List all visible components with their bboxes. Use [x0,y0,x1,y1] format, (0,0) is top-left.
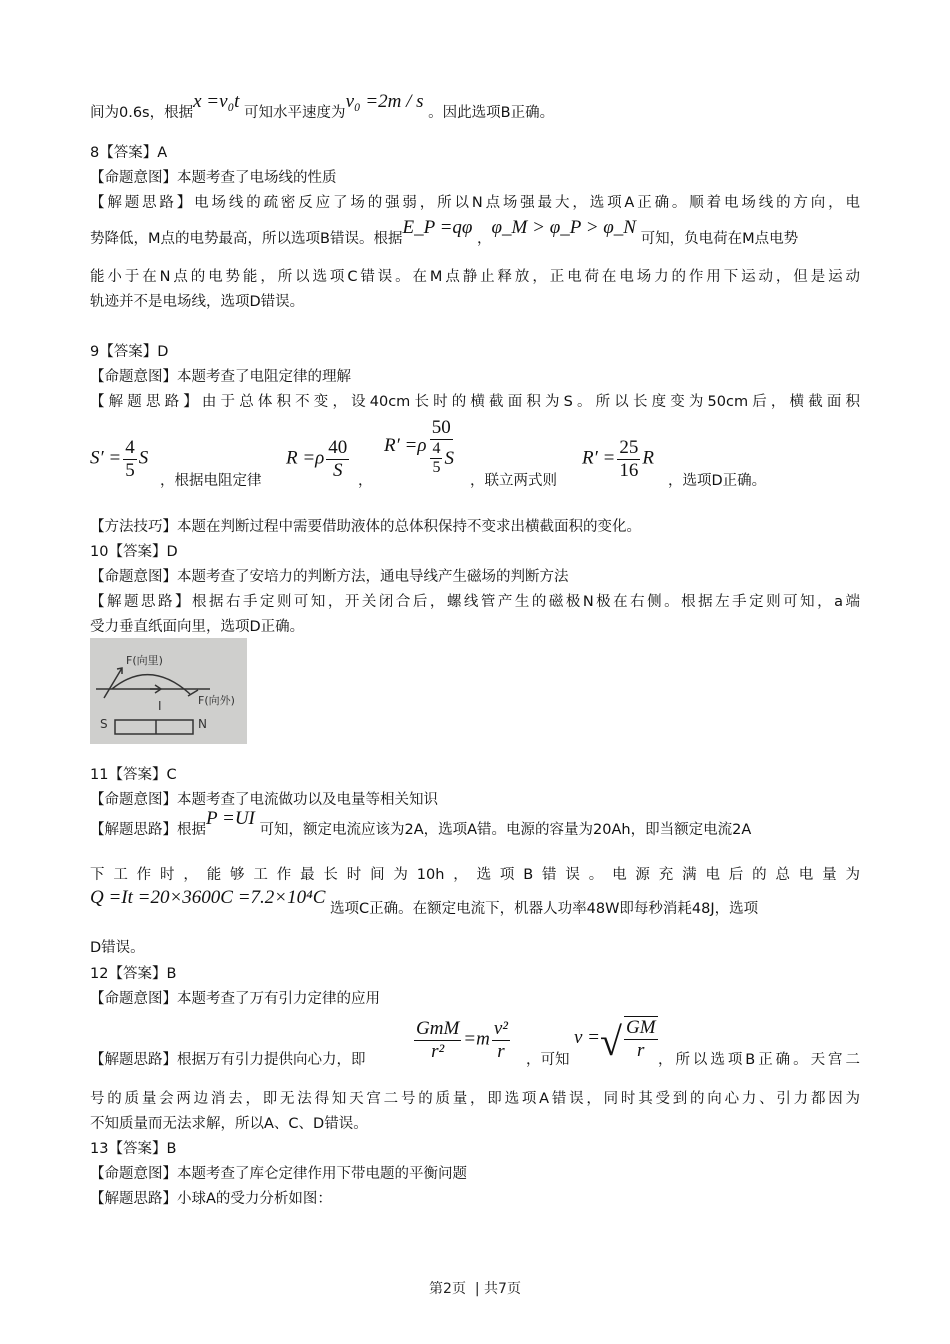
q11-line2: 下工作时，能够工作最长时间为10h，选项B错误。电源充满电后的总电量为 [90,867,860,883]
formula-v0: v₀ =2m / s [345,91,424,112]
text: R =ρ [286,447,325,469]
fraction [624,1016,658,1062]
denominator: 5 [125,460,135,481]
denominator: S [333,460,343,481]
q8-line2 [90,217,860,249]
q10-line1: 【解题思路】根据右手定则可知，开关闭合后，螺线管产生的磁极N极在右侧。根据左手定则可知，a端 [90,594,860,610]
formula-x-v0t: x =v₀t [193,91,240,112]
q12-line1 [90,1012,860,1072]
text: 可知，额定电流应该为2A，选项A错。电源的容量为20Ah，即当额定电流2A [254,822,752,838]
label-f-out: F(向外) [198,694,235,707]
sketch-drawing [90,638,247,744]
text: 可知，负电荷在M点电势 [635,231,799,247]
text: 。因此选项B正确。 [423,105,555,121]
field-arc [112,675,190,694]
q11-intent: 【命题意图】本题考查了电流做功以及电量等相关知识 [90,792,438,808]
denominator: r [637,1040,645,1061]
q12-line3: 不知质量而无法求解，所以A、C、D错误。 [90,1116,368,1132]
q12-answer: 12【答案】B [90,966,177,982]
numerator: 40 [328,437,348,458]
q11-line3 [90,887,860,919]
numerator: v² [493,1018,508,1039]
q11-line1 [90,808,860,840]
text: 【解题思路】根据万有引力提供向心力，即 [90,1052,366,1068]
formula-p-ui: P =UI [206,808,255,829]
text: ，所以选项B正确。天宫二 [658,1052,860,1068]
text: ，根据电阻定律 [160,473,262,489]
q12-line2: 号的质量会两边消去，即无法得知天宫二号的质量，即选项A错误，同时其受到的向心力、引力都因为 [90,1091,860,1107]
text: 选项C正确。在额定电流下，机器人功率48W即每秒消耗48J，选项 [325,901,759,917]
sqrt [600,1016,660,1062]
text: 【解题思路】根据 [90,822,206,838]
fraction [430,440,442,477]
q8-intent: 【命题意图】本题考查了电场线的性质 [90,170,337,186]
separator: | [474,1281,480,1297]
q11-line4: D错误。 [90,940,145,956]
q10-intent: 【命题意图】本题考查了安培力的判断方法，通电导线产生磁场的判断方法 [90,569,569,585]
text: =m [463,1028,490,1050]
fraction [123,437,137,482]
text: S′ = [90,447,122,469]
q13-line1: 【解题思路】小球A的受力分析如图： [90,1191,332,1207]
q10-line2: 受力垂直纸面向里，选项D正确。 [90,619,305,635]
q9-formula-line [90,415,860,495]
fraction [326,437,349,482]
formula-ep: E_P =qφ [402,217,473,238]
numerator: GM [625,1017,656,1038]
fraction [492,1018,510,1063]
numerator: 4 [432,440,441,457]
numerator: GmM [416,1018,460,1039]
formula-r-prime-result [582,437,654,482]
text: 势降低，M点的电势最高，所以选项B错误。根据 [90,231,403,247]
formula-velocity [574,1016,660,1062]
formula-q: Q =It =20×3600C =7.2×10⁴C [90,887,326,908]
denominator: r [497,1041,505,1062]
sqrt-icon: √ [600,1019,622,1064]
label-n-pole: N [198,717,207,731]
q12-intent: 【命题意图】本题考查了万有引力定律的应用 [90,991,380,1007]
fraction [428,417,454,477]
formula-r-prime [384,417,456,477]
q10-answer: 10【答案】D [90,544,178,560]
text: ，联立两式则 [470,473,557,489]
fraction [617,437,640,482]
text: S [444,447,454,469]
q8-line4: 轨迹并不是电场线，选项D错误。 [90,294,305,310]
formula-gravity [412,1018,512,1063]
q8-line1: 【解题思路】电场线的疏密反应了场的强弱，所以N点场强最大，选项A正确。顺着电场线的方向，电 [90,195,860,211]
q9-intent: 【命题意图】本题考查了电阻定律的理解 [90,369,351,385]
page-number: 第2页 [429,1281,466,1297]
text: ， [358,473,373,489]
numerator: 4 [125,437,135,458]
text: 可知水平速度为 [239,105,346,121]
text: R [642,447,654,469]
q7-line [90,91,860,123]
denominator [428,440,454,477]
fraction [414,1018,461,1063]
q11-answer: 11【答案】C [90,767,177,783]
numerator: 50 [431,417,451,438]
denominator: r² [431,1041,445,1062]
formula-s-prime [90,437,148,482]
numerator: 25 [619,437,639,458]
text: ，选项D正确。 [668,473,767,489]
q8-line3: 能小于在N点的电势能，所以选项C错误。在M点静止释放，正电荷在电场力的作用下运动，但是运动 [90,269,860,285]
text: R′ = [582,447,616,469]
denominator: 5 [432,459,441,476]
q9-line1: 【解题思路】由于总体积不变，设40cm长时的横截面积为S。所以长度变为50cm后，横截面积 [90,394,860,410]
text: ， [472,231,492,247]
text: ，可知 [526,1052,570,1068]
text: S [138,447,149,469]
formula-r [286,437,351,482]
q13-answer: 13【答案】B [90,1141,177,1157]
q8-answer: 8【答案】A [90,145,168,161]
q13-intent: 【命题意图】本题考查了库仑定律作用下带电题的平衡问题 [90,1166,467,1182]
label-current: I [158,699,162,713]
page-total: 共7页 [484,1281,521,1297]
text: 间为0.6s，根据 [90,105,194,121]
q9-method-tip: 【方法技巧】本题在判断过程中需要借助液体的总体积保持不变求出横截面积的变化。 [90,519,641,535]
formula-phi: φ_M > φ_P > φ_N [491,217,636,238]
solenoid [115,720,193,734]
denominator: 16 [619,460,639,481]
label-s-pole: S [100,717,108,731]
page-footer [0,1278,950,1298]
label-f-in: F(向里) [126,654,163,667]
q9-answer: 9【答案】D [90,344,169,360]
text: v = [574,1027,601,1048]
text: R′ =ρ [384,435,427,456]
handdrawn-force-sketch [90,638,247,744]
